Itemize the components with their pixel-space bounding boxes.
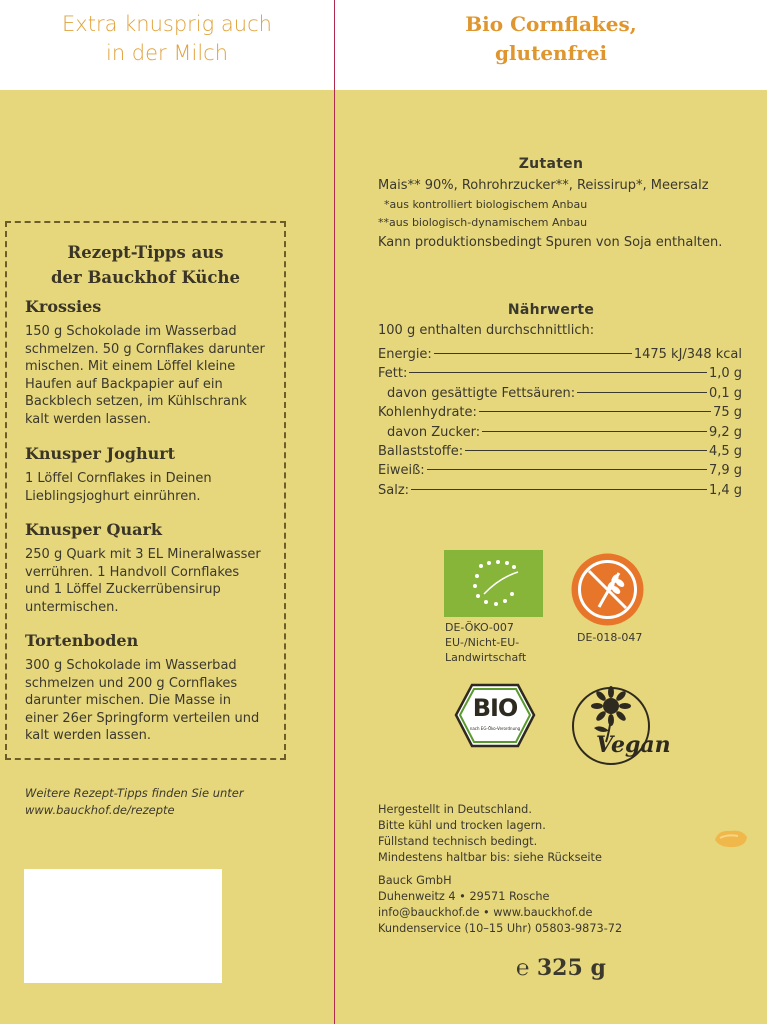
nutrition-row [378,405,742,424]
gluten-free-code: DE-018-047 [577,631,643,644]
nutrition-heading: Nährwerte [507,302,595,318]
nutrition-value: 1,0 g [708,366,742,382]
recipe-text-joghurt: 1 Löffel Cornflakes in Deinen Lieblingsjoghurt einrühren. [25,471,212,504]
vegan-logo-text: Vegan [596,732,671,758]
nutrition-label: Ballaststoffe: [378,443,464,459]
recipe-text-quark: 250 g Quark mit 3 EL Mineralwasser verrühren. 1 Handvoll Cornflakes und 1 Löffel Zuckerrübensirup untermischen. [25,547,261,615]
nutrition-row [378,425,742,444]
blank-white-panel [24,869,222,983]
recipe-title-krossies: Krossies [25,297,102,316]
nutrition-row [378,366,742,385]
nutrition-value: 75 g [713,405,742,421]
allergen-note: Kann produktionsbedingt Spuren von Soja enthalten. [378,235,723,250]
storage-info: Hergestellt in Deutschland. Bitte kühl und trocken lagern. Füllstand technisch bedingt. Mindestens haltbar bis: siehe Rückseite [378,803,602,864]
recipe-heading: Rezept-Tipps aus der Bauckhof Küche [51,243,240,287]
nutrition-value: 4,5 g [708,443,742,459]
recipe-title-tortenboden: Tortenboden [25,631,139,650]
nutrition-row [378,444,742,463]
nutrition-label: Kohlenhydrate: [378,405,477,421]
cornflake-image [712,826,750,850]
nutrition-row [378,386,742,405]
nutrition-value: 1,4 g [708,482,742,498]
recipe-title-joghurt: Knusper Joghurt [25,444,176,463]
slogan: Extra knusprig auch in der Milch [62,12,272,65]
vegan-logo [566,678,682,768]
net-weight: ℮ 325 g [516,955,606,981]
recipe-title-quark: Knusper Quark [25,520,162,539]
recipe-text-tortenboden: 300 g Schokolade im Wasserbad schmelzen und 200 g Cornflakes darunter mischen. Die Masse in einer 26er Springform verteilen und kalt werden lassen. [25,658,260,744]
crossed-grain-icon [569,551,646,628]
nutrition-subheading: 100 g enthalten durchschnittlich: [378,323,595,338]
product-title: Bio Cornflakes, glutenfrei [465,12,637,65]
gluten-free-logo [569,551,646,628]
nutrition-row [378,347,742,366]
nutrition-row [378,483,742,502]
nutrition-label: davon Zucker: [387,424,481,440]
cornflake-icon [712,826,750,850]
eu-organic-leaf-logo [444,550,543,617]
bio-logo-text: BIO [472,694,518,722]
fold-line [334,0,335,1024]
eu-cert-text: DE-ÖKO-007 EU-/Nicht-EU- Landwirtschaft [445,621,527,664]
nutrition-label: Salz: [378,482,410,498]
nutrition-label: Fett: [378,366,408,382]
eu-leaf-stars-icon [444,550,543,617]
company-info: Bauck GmbH Duhenweitz 4 • 29571 Rosche info@bauckhof.de • www.bauckhof.de Kundenservice (10–15 Uhr) 05803-9873-72 [378,874,623,935]
ingredients-list: Mais** 90%, Rohrohrzucker**, Reissirup*, Meersalz [378,178,709,193]
nutrition-value: 0,1 g [708,385,742,401]
nutrition-row [378,463,742,482]
nutrition-label: Energie: [378,347,432,362]
bio-logo-subtext: nach EG-Öko-Verordnung [469,726,521,731]
nutrition-table [378,347,742,502]
nutrition-value: 7,9 g [708,463,742,479]
footnote-biodynamic: **aus biologisch-dynamischem Anbau [378,216,588,229]
recipe-text-krossies: 150 g Schokolade im Wasserbad schmelzen. 50 g Cornflakes darunter mischen. Mit einem Löffel kleine Haufen auf Backpapier auf ein Backblech setzen, im Kühlschrank kalt werden lassen. [25,324,265,427]
scalloped-edge [0,83,767,97]
ingredients-heading: Zutaten [518,156,584,172]
footnote-organic: *aus kontrolliert biologischem Anbau [384,198,588,211]
more-recipes-link-text: Weitere Rezept-Tipps finden Sie unter www.bauckhof.de/rezepte [25,786,244,817]
bio-seal-logo [454,683,536,748]
nutrition-label: Eiweiß: [378,463,425,479]
nutrition-value: 1475 kJ/348 kcal [633,347,742,362]
nutrition-label: davon gesättigte Fettsäuren: [387,385,576,401]
nutrition-value: 9,2 g [708,424,742,440]
